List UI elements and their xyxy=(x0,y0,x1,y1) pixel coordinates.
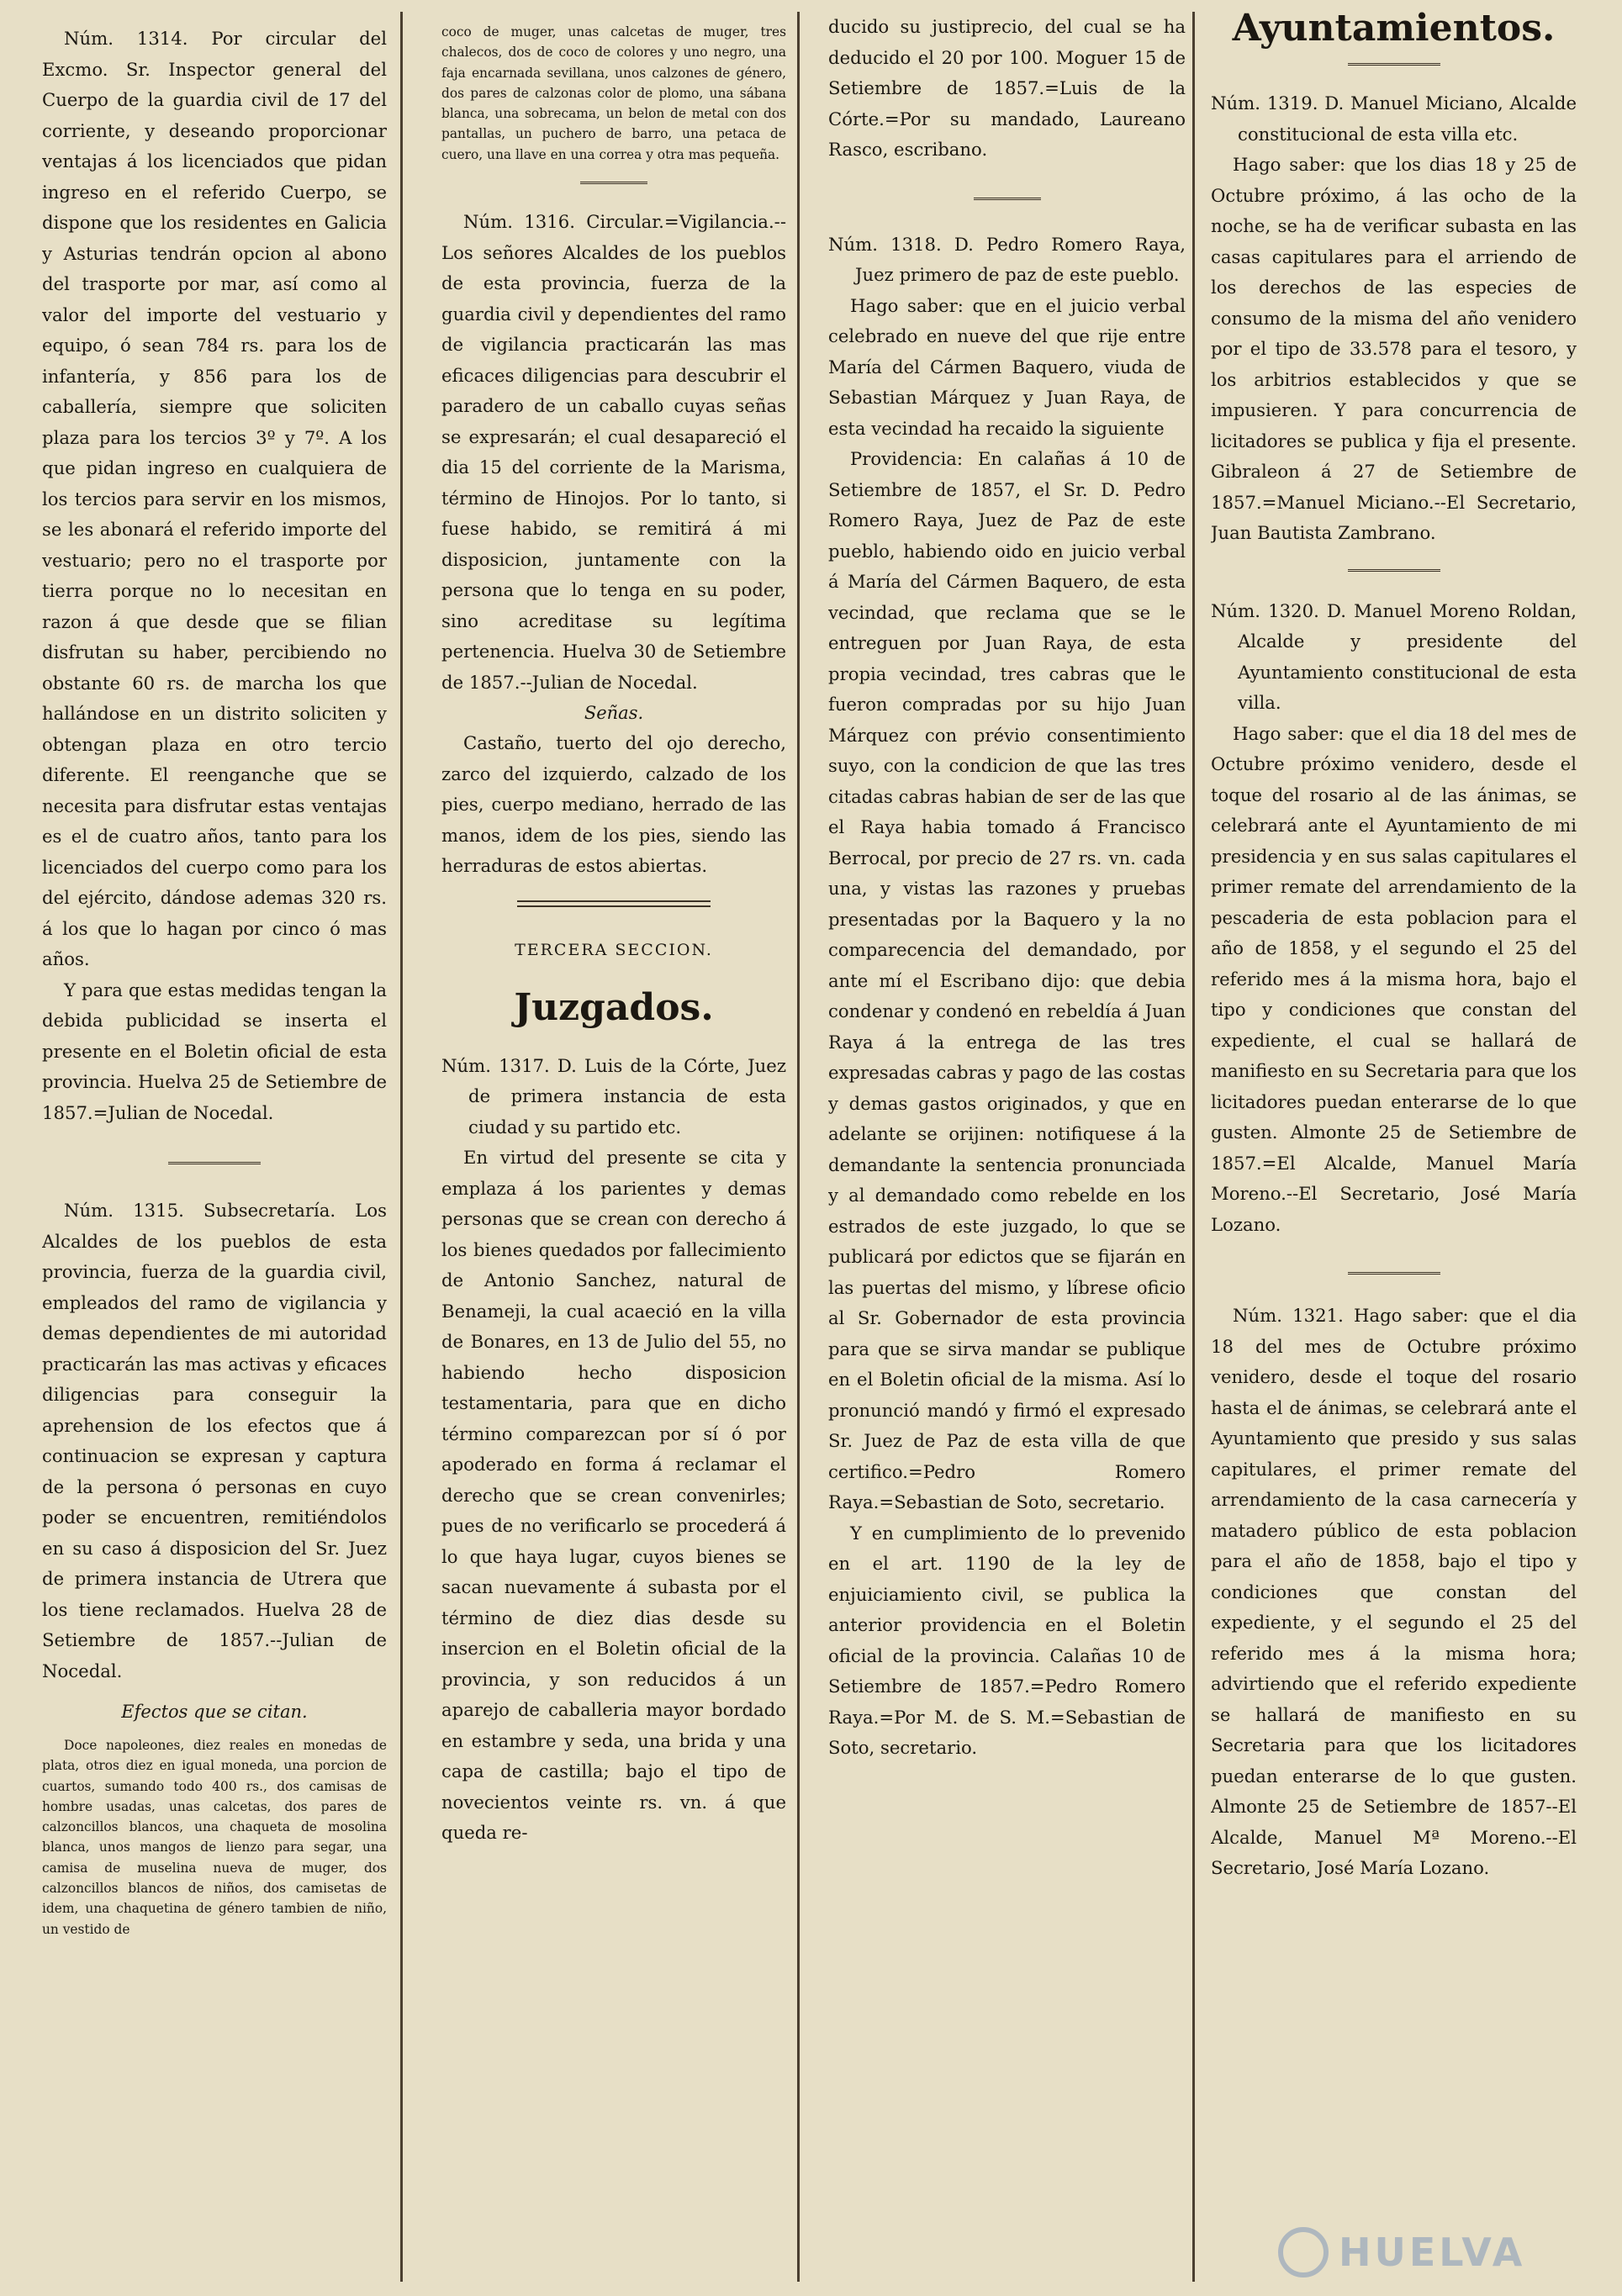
notice-1315-body: Núm. 1315. Subsecretaría. Los Alcaldes de los pueblos de esta provincia, fuerza de la guardia civil, empleados del ramo de vigilancia y demas dependientes de mi autoridad practicarán las mas activas y eficaces diligencias para conseguir la aprehension de los efectos que á continuacion se expresan y captura de la persona ó personas en cuyo poder se encuentren, remitiéndolos en su caso á disposicion del Sr. Juez de primera instancia de Utrera que los tiene reclamados. Huelva 28 de Setiembre de 1857.--Julian de Nocedal. xyxy=(42,1200,387,1681)
notice-1319-body: Hago saber: que los dias 18 y 25 de Octubre próximo, á las ocho de la noche, se ha de verificar subasta en las casas capitulares para el arriendo de los derechos de las especies de consumo de la misma del año venidero por el tipo de 33.578 para el tesoro, y los arbitrios establecidos y que se impusieren. Y para concurrencia de licitadores se publica y fija el presente. Gibraleon á 27 de Setiembre de 1857.=Manuel Miciano.--El Secretario, Juan Bautista Zambrano. xyxy=(1211,154,1577,543)
notice-1318-providencia: Providencia: En calañas á 10 de Setiembre de 1857, el Sr. D. Pedro Romero Raya, Juez de Paz de este pueblo, habiendo oido en juicio verbal á María del Cármen Baquero, de esta vecindad, que reclama que se le entreguen por Juan Raya, de esta propia vecindad, tres cabras que le fueron compradas por su hijo Juan Márquez con prévio consentimiento suyo, con la condicion de que las tres citadas cabras habian de ser de las que el Raya habia tomado á Francisco Berrocal, por precio de 27 rs. vn. cada una, y vistas las razones y pruebas presentadas por la Baquero y la no comparecencia del demandado, por ante mí el Escribano dijo: que debia condenar y condenó en rebeldía á Juan Raya á la entrega de las tres expresadas cabras y pago de las costas y demas gastos originados, y que en adelante se orijinen: notifiquese á la demandante la sentencia pronunciada y al demandado como rebelde en los estrados de este juzgado, lo que se publicará por edictos que se fijarán en las puertas del mismo, y líbrese oficio al Sr. Gobernador de esta provincia para que se sirva mandar se publique en el Boletin oficial de la misma. Así lo pronunció mandó y firmó el expresado Sr. Juez de Paz de esta villa de que certifico.=Pedro Romero Raya.=Sebastian de Soto, secretario. xyxy=(828,448,1186,1512)
notice-1315-caption: Efectos que se citan. xyxy=(121,1702,308,1722)
notice-1318-lead: Núm. 1318. D. Pedro Romero Raya, Juez primero de paz de este pueblo. xyxy=(828,233,1186,285)
column-rule xyxy=(1192,12,1195,2282)
separator xyxy=(974,198,1041,204)
notice-1316-senas: Castaño, tuerto del ojo derecho, zarco del izquierdo, calzado de los pies, cuerpo mediano, herrado de las manos, idem de los pies, siendo las herraduras de estos abiertas. xyxy=(441,732,786,877)
watermark-text: HUELVA xyxy=(1339,2229,1526,2275)
notice-1317-body: En virtud del presente se cita y emplaza á los parientes y demas personas que se crean con derecho á los bienes quedados por fallecimiento de Antonio Sanchez, natural de Benameji, la cual acaeció en la villa de Bonares, en 13 de Julio del 55, no habiendo hecho disposicion testamentaria, para que en dicho término comparezcan por sí ó por apoderado en forma á reclamar el derecho que se crean convenirles; pues de no verificarlo se procederá á lo que haya lugar, cuyos bienes se sacan nuevamente á subasta por el término de diez dias desde su insercion en el Boletin oficial de la provincia, y son reducidos á un aparejo de caballeria mayor bordado en estambre y seda, una brida y una capa de castilla; bajo el tipo de novecientos veinte rs. vn. á que queda re- xyxy=(441,1147,786,1844)
column-rule xyxy=(400,12,403,2282)
notice-1316-caption: Señas. xyxy=(584,703,644,724)
notice-1314-close: Y para que estas medidas tengan la debida publicidad se inserta el presente en el Boletin oficial de esta provincia. Huelva 25 de Setiembre de 1857.=Julian de Nocedal. xyxy=(42,979,387,1123)
column-1 xyxy=(42,0,387,1940)
column-3 xyxy=(828,0,1186,1764)
notice-1321-body: Núm. 1321. Hago saber: que el dia 18 del mes de Octubre próximo venidero, desde el toque del rosario hasta el de ánimas, se celebrará ante el Ayuntamiento que presido y sus salas capitulares, el primer remate del arrendamiento de la casa carnecería y matadero público de esta poblacion para el año de 1858, bajo el tipo y condiciones que constan del expediente, y el segundo el 25 del referido mes á la misma hora; advirtiendo que el referido expediente se hallará de manifiesto en su Secretaria para que los licitadores puedan enterarse de lo que gusten. Almonte 25 de Setiembre de 1857--El Alcalde, Manuel Mª Moreno.--El Secretario, José María Lozano. xyxy=(1211,1305,1577,1878)
notice-1318-hago-saber: Hago saber: que en el juicio verbal celebrado en nueve del que rije entre María del Cármen Baquero, viuda de Sebastian Márquez y Juan Raya, de esta vecindad ha recaido la siguiente xyxy=(828,294,1186,439)
section-heading-juzgados: Juzgados. xyxy=(514,985,714,1029)
notice-1316-body: Núm. 1316. Circular.=Vigilancia.--Los señores Alcaldes de los pueblos de esta provincia, fuerza de la guardia civil y dependientes del ramo de vigilancia practicarán las mas eficaces diligencias para descubrir el paradero de un caballo cuyas señas se expresarán; el cual desapareció el dia 15 del corriente de la Marisma, término de Hinojos. Por lo tanto, si fuese habido, se remitirá á mi disposicion, juntamente con la persona que lo tenga en su poder, sino acreditase su legítima pertenencia. Huelva 30 de Setiembre de 1857.--Julian de Nocedal. xyxy=(441,211,786,693)
column-rule xyxy=(797,12,800,2282)
notice-1315-items: Doce napoleones, diez reales en monedas de plata, otros diez en igual moneda, una porcion de cuartos, sumando todo 400 rs., dos camisas de hombre usadas, unas calcetas, dos pares de calzoncillos blancos, una chaqueta de mosolina blanca, unos mangos de lienzo para segar, una camisa de muselina nueva de muger, dos calzoncillos blancos de niños, dos camisetas de idem, una chaquetina de género tambien de niño, un vestido de xyxy=(42,1738,387,1937)
notice-1319-lead: Núm. 1319. D. Manuel Miciano, Alcalde constitucional de esta villa etc. xyxy=(1211,92,1577,145)
separator xyxy=(1348,569,1440,576)
column-2 xyxy=(441,0,786,1849)
archive-watermark xyxy=(1278,2226,1530,2287)
notice-1320-lead: Núm. 1320. D. Manuel Moreno Roldan, Alcalde y presidente del Ayuntamiento constitucional de esta villa. xyxy=(1211,599,1577,713)
notice-1318-close: Y en cumplimiento de lo prevenido en el art. 1190 de la ley de enjuiciamiento civil, se publica la anterior providencia en el Boletin oficial de la provincia. Calañas 10 de Setiembre de 1857.=Pedro Romero Raya.=Por M. de S. M.=Sebastian de Soto, secretario. xyxy=(828,1522,1186,1758)
notice-1317-lead: Núm. 1317. D. Luis de la Córte, Juez de primera instancia de esta ciudad y su partido etc. xyxy=(441,1054,786,1137)
notice-1320-body: Hago saber: que el dia 18 del mes de Octubre próximo venidero, desde el toque del rosario al de las ánimas, se celebrará ante el Ayuntamiento de mi presidencia y en sus salas capitulares el primer remate del arrendamiento de la pescaderia de esta poblacion para el año de 1858, y el segundo el 25 del referido mes á la misma hora, bajo el tipo y condiciones que constan del expediente, el cual se hallará de manifiesto en su Secretaria para que los licitadores puedan enterarse de lo que gusten. Almonte 25 de Setiembre de 1857.=El Alcalde, Manuel María Moreno.--El Secretario, José María Lozano. xyxy=(1211,722,1577,1235)
notice-1317-end: ducido su justiprecio, del cual se ha deducido el 20 por 100. Moguer 15 de Setiembre de 1857.=Luis de la Córte.=Por su mandado, Laureano Rasco, escribano. xyxy=(828,16,1186,160)
section-heading-ayuntamientos: Ayuntamientos. xyxy=(1232,7,1556,50)
archive-seal-icon xyxy=(1278,2227,1329,2278)
separator xyxy=(168,1162,261,1169)
separator xyxy=(517,900,711,907)
section-title: TERCERA SECCION. xyxy=(515,940,713,959)
separator xyxy=(1348,63,1440,70)
notice-1315-items-cont: coco de muger, unas calcetas de muger, tres chalecos, dos de coco de colores y uno negro, una faja encarnada sevillana, unos calzones de género, dos pares de calzonas color de plomo, una sábana blanca, una sobrecama, un belon de metal con dos pantallas, un puchero de barro, una petaca de cuero, una llave en una correa y otra mas pequeña. xyxy=(441,24,786,162)
notice-1314-body: Núm. 1314. Por circular del Excmo. Sr. Inspector general del Cuerpo de la guardia civil de 17 del corriente, y deseando proporcionar ventajas á los licenciados que pidan ingreso en el referido Cuerpo, se dispone que los residentes en Galicia y Asturias tendrán opcion al abono del trasporte por mar, así como al valor del importe del vestuario y equipo, ó sean 784 rs. para los de infantería, y 856 para los de caballería, siempre que soliciten plaza para los tercios 3º y 7º. A los que pidan ingreso en cualquiera de los tercios para servir en los mismos, se les abonará el referido importe del vestuario; pero no el trasporte por tierra porque no lo necesitan en razon á que desde que se filian disfrutan su haber, percibiendo no obstante 60 rs. de marcha los que hallándose en un distrito soliciten y obtengan plaza en otro tercio diferente. El reenganche que se necesita para disfrutar estas ventajas es el de cuatro años, tanto para los licenciados del cuerpo como para los del ejército, dándose ademas 320 rs. á los que lo hagan por cinco ó mas años. xyxy=(42,28,387,969)
separator xyxy=(580,182,647,188)
column-4 xyxy=(1211,0,1577,1884)
separator xyxy=(1348,1272,1440,1279)
